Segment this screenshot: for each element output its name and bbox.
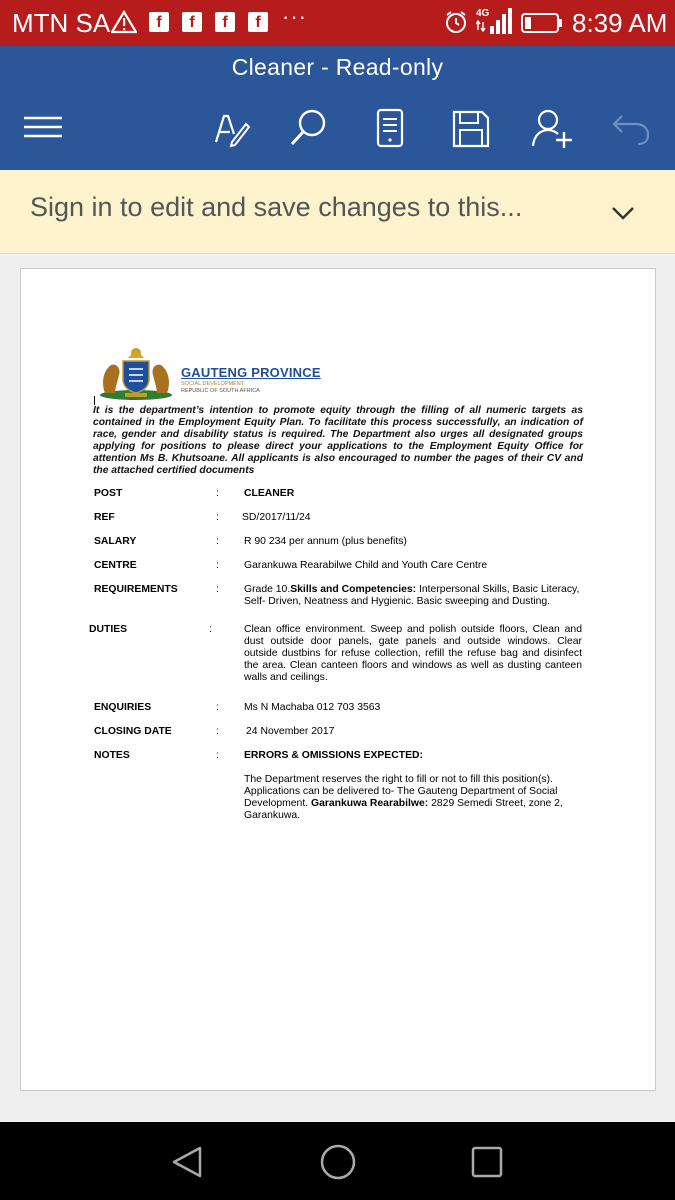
battery-icon <box>521 12 563 34</box>
enquiries-separator: : <box>216 702 219 713</box>
clock: 8:39 AM <box>572 8 668 38</box>
salary-value: R 90 234 per annum (plus benefits) <box>244 536 407 547</box>
coat-of-arms-icon <box>95 345 177 401</box>
text-cursor <box>94 396 95 405</box>
carrier-name: MTN SA <box>12 8 111 38</box>
closing-date-separator: : <box>216 726 219 737</box>
alarm-icon <box>444 10 468 34</box>
more-notifications: ··· <box>282 4 307 29</box>
share-icon[interactable] <box>530 106 574 150</box>
home-icon[interactable] <box>318 1142 358 1182</box>
search-icon[interactable] <box>288 106 332 150</box>
duties-label: DUTIES <box>89 624 128 635</box>
facebook-icon: f <box>149 12 169 32</box>
facebook-icon: f <box>182 12 202 32</box>
requirements-label: REQUIREMENTS <box>94 584 178 595</box>
requirements-separator: : <box>216 584 219 595</box>
centre-separator: : <box>216 560 219 571</box>
requirements-value: Grade 10.Skills and Competencies: Interpersonal Skills, Basic Literacy, Self- Driven, Neatness and Hygienic. Basic sweeping and Dusting. <box>244 584 580 608</box>
gauteng-logo <box>95 345 325 405</box>
notes-separator: : <box>216 750 219 761</box>
department-name: SOCIAL DEVELOPMENT <box>181 381 245 387</box>
notes-text: The Department reserves the right to fill or not to fill this position(s). Applications can be delivered to- The Gauteng Department of Social Development. Garankuwa Rearabilwe: 2829 Semedi Street, zone 2, Garankuwa. <box>244 774 563 822</box>
duties-separator: : <box>209 624 212 635</box>
post-label: POST <box>94 488 123 499</box>
notes-heading: ERRORS & OMISSIONS EXPECTED: <box>244 750 423 761</box>
centre-value: Garankuwa Rearabilwe Child and Youth Care Centre <box>244 560 488 571</box>
post-separator: : <box>216 488 219 499</box>
salary-label: SALARY <box>94 536 137 547</box>
save-icon[interactable] <box>448 106 492 150</box>
ref-separator: : <box>216 512 219 523</box>
post-value: CLEANER <box>244 488 295 499</box>
reading-view-icon[interactable] <box>368 106 412 150</box>
notes-label: NOTES <box>94 750 130 761</box>
duties-value: Clean office environment. Sweep and polish outside floors, Clean and dust outside door panels, gate panels and outside windows. Clear outside dustbins for refuse collection, refill the refuse bag and disinfect the area. Clean canteen floors and windows as well as dusting canteen walls and ceilings. <box>244 624 582 684</box>
organisation-name: GAUTENG PROVINCE <box>181 365 321 380</box>
signal-icon <box>476 6 512 36</box>
navigation-bar <box>0 1122 675 1200</box>
undo-icon[interactable] <box>610 106 654 150</box>
enquiries-value: Ms N Machaba 012 703 3563 <box>244 702 381 713</box>
country-name: REPUBLIC OF SOUTH AFRICA <box>181 388 260 394</box>
draw-icon[interactable] <box>208 106 252 150</box>
app-bar <box>0 46 675 170</box>
facebook-icon: f <box>215 12 235 32</box>
salary-separator: : <box>216 536 219 547</box>
sign-in-banner[interactable] <box>0 170 675 254</box>
closing-date-value: 24 November 2017 <box>246 726 335 737</box>
closing-date-label: CLOSING DATE <box>94 726 172 737</box>
sign-in-message: Sign in to edit and save changes to this... <box>30 192 523 222</box>
back-icon[interactable] <box>168 1142 208 1182</box>
facebook-icon: f <box>248 12 268 32</box>
menu-icon[interactable] <box>22 106 66 150</box>
chevron-down-icon[interactable] <box>606 196 640 230</box>
status-bar <box>0 0 675 46</box>
network-type: 4G <box>476 8 490 19</box>
document-title: Cleaner - Read-only <box>231 54 444 80</box>
document-page[interactable] <box>20 268 656 1091</box>
recents-icon[interactable] <box>467 1142 507 1182</box>
centre-label: CENTRE <box>94 560 137 571</box>
intro-paragraph: It is the department’s intention to promote equity through the filling of all numeric targets as contained in the Employment Equity Plan. To facilitate this process successfully, an indication of race, gender and disability status is required. The Department also urges all designated groups applying for positions to please direct your applications to the Employment Equity Office for attention Ms B. Khutsoane. All applicants is also encouraged to number the pages of their CV and the attached certified documents <box>93 405 583 476</box>
enquiries-label: ENQUIRIES <box>94 702 152 713</box>
warning-icon <box>111 10 137 34</box>
ref-value: SD/2017/11/24 <box>242 512 311 523</box>
ref-label: REF <box>94 512 115 523</box>
